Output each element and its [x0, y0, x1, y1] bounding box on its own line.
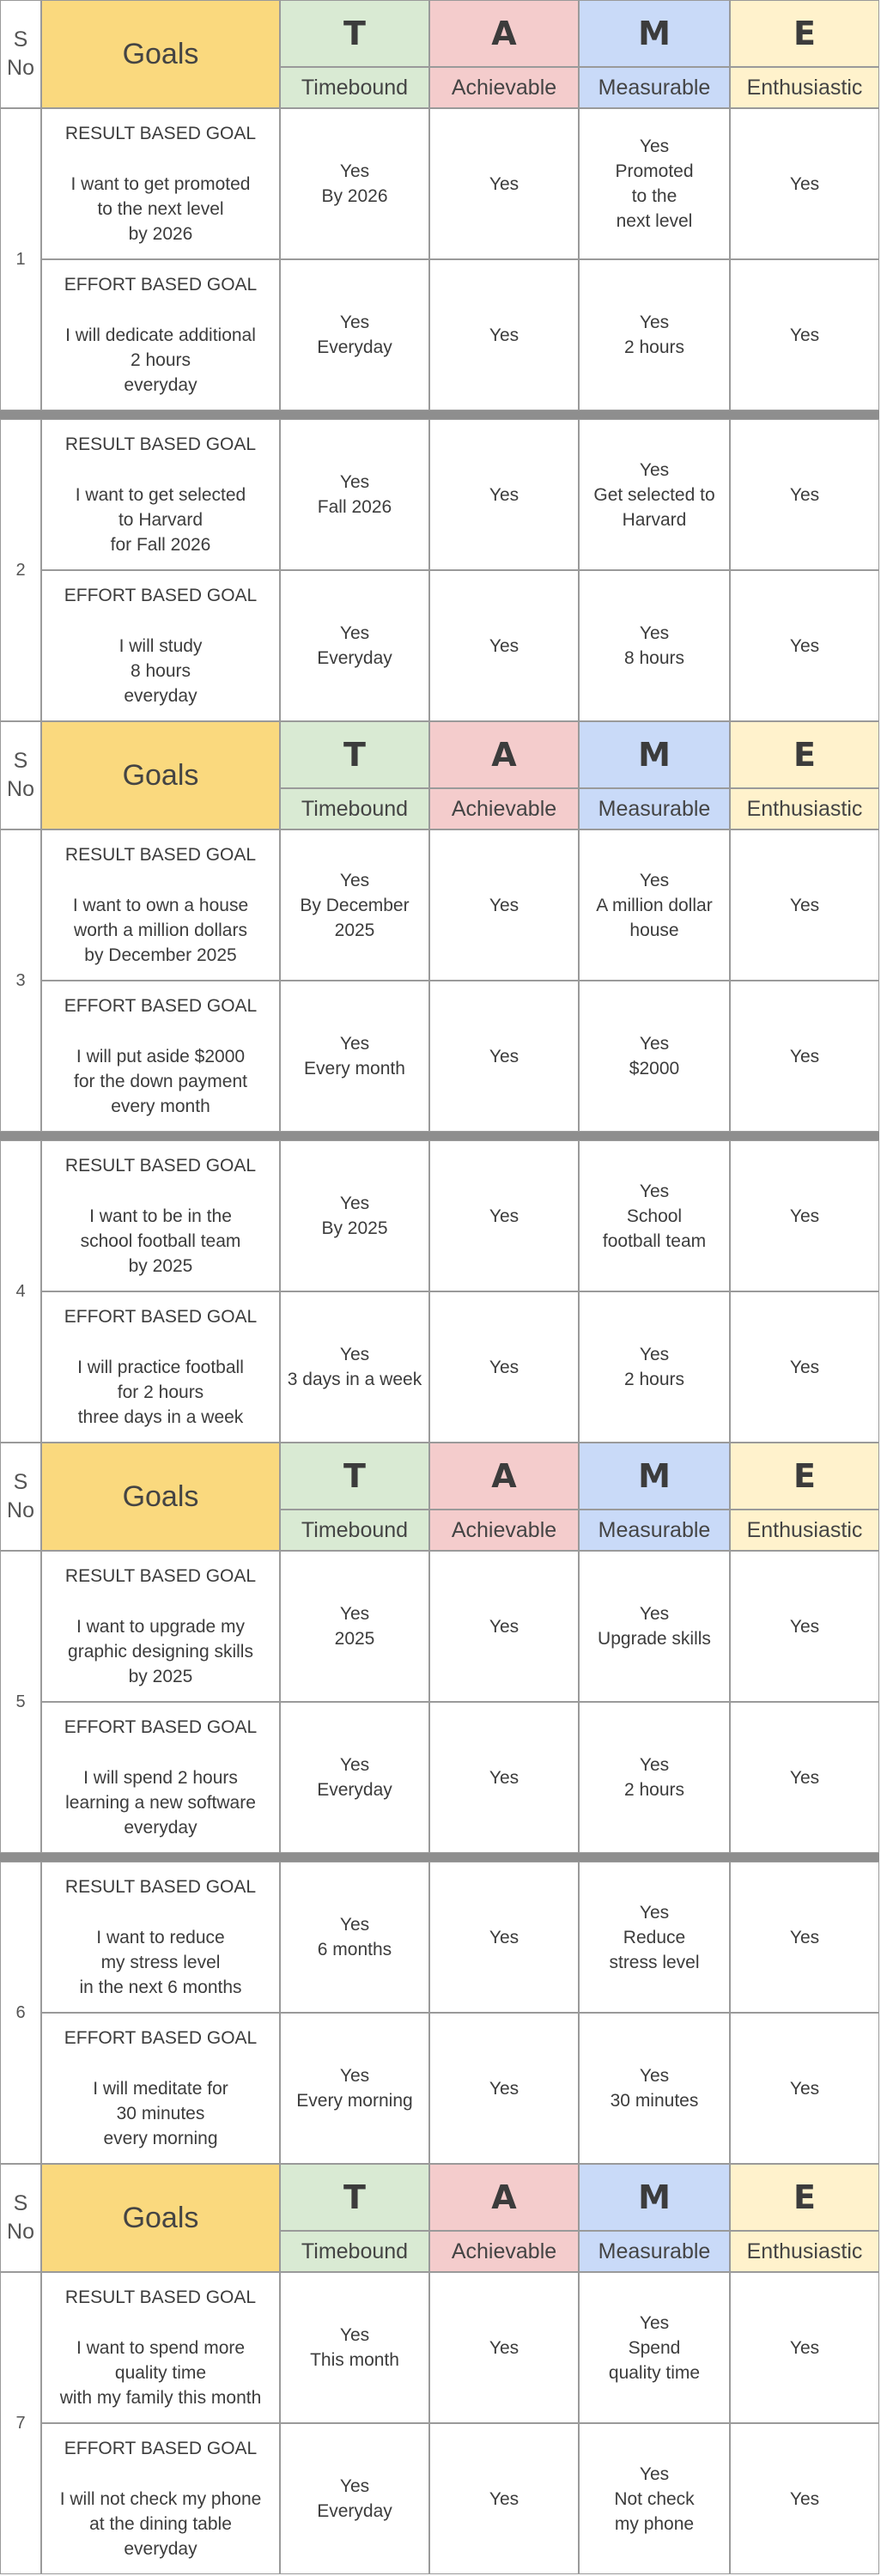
- serial-number: [0, 2272, 41, 2574]
- letter-a: A: [491, 15, 517, 52]
- header-name-e: [730, 2231, 879, 2272]
- header-letter-a: [429, 2164, 579, 2231]
- sno-header-text: S No: [7, 1470, 34, 1522]
- effort-e-text: Yes: [789, 2078, 820, 2099]
- header-letter-m: [579, 2164, 730, 2231]
- result-goal-cell: [41, 2272, 280, 2423]
- goals-header: [41, 2164, 280, 2272]
- effort-e-text: Yes: [789, 635, 820, 656]
- serial-number: [0, 419, 41, 721]
- effort-m-text: Yes 2 hours: [623, 1755, 685, 1800]
- effort-a-text: Yes: [489, 1767, 519, 1788]
- effort-goal-text: I will practice football for 2 hours three days in a week: [77, 1358, 244, 1427]
- header-name-t: [280, 2231, 429, 2272]
- header-row: [0, 0, 879, 108]
- result-t-text: Yes By 2025: [321, 1194, 388, 1238]
- column-name-e: Enthusiastic: [746, 1517, 863, 1542]
- effort-e-text: Yes: [789, 1046, 820, 1066]
- result-m-text: Yes A million dollar house: [596, 870, 713, 940]
- goals-header-text: Goals: [122, 1479, 199, 1513]
- effort-m-text: Yes Not check my phone: [614, 2464, 695, 2534]
- effort-m-value: [579, 1702, 730, 1853]
- result-a-text: Yes: [489, 1927, 519, 1947]
- result-m-text: Yes Reduce stress level: [609, 1902, 700, 1972]
- effort-goal-text: I will meditate for 30 minutes every morning: [93, 2079, 228, 2148]
- column-name-t: Timebound: [301, 796, 409, 821]
- result-goal-text: I want to get promoted to the next level by 2026: [70, 174, 251, 244]
- header-letter-a: [429, 721, 579, 788]
- header-row: [0, 1443, 879, 1551]
- result-t-text: Yes By 2026: [321, 161, 388, 206]
- letter-t: T: [343, 736, 366, 774]
- effort-m-value: [579, 2013, 730, 2164]
- header-name-a: [429, 2231, 579, 2272]
- column-name-a: Achievable: [451, 1517, 557, 1542]
- effort-goal-cell: [41, 259, 280, 410]
- column-name-m: Measurable: [598, 2239, 711, 2263]
- goal-group: [0, 1140, 879, 1443]
- effort-e-text: Yes: [789, 1357, 820, 1377]
- sno-header: [0, 721, 41, 829]
- column-name-a: Achievable: [451, 796, 557, 821]
- result-goal-cell: [41, 829, 280, 981]
- result-goal-type: RESULT BASED GOAL: [64, 1877, 257, 1897]
- column-name-e: Enthusiastic: [746, 796, 863, 821]
- effort-e-value: [730, 2013, 879, 2164]
- result-a-value: [429, 108, 579, 259]
- header-letter-t: [280, 1443, 429, 1510]
- effort-e-value: [730, 981, 879, 1132]
- result-goal-text: I want to be in the school football team by 2025: [80, 1206, 241, 1276]
- goal-group: [0, 1862, 879, 2164]
- sno-header-text: S No: [7, 27, 34, 80]
- result-e-value: [730, 108, 879, 259]
- effort-goal-cell: [41, 1291, 280, 1443]
- effort-a-text: Yes: [489, 2488, 519, 2509]
- result-goal-cell: [41, 1551, 280, 1702]
- sno-header: [0, 0, 41, 108]
- effort-m-value: [579, 981, 730, 1132]
- header-name-a: [429, 67, 579, 108]
- result-e-text: Yes: [789, 1927, 820, 1947]
- header-letter-e: [730, 2164, 879, 2231]
- effort-goal-type: EFFORT BASED GOAL: [64, 2439, 258, 2458]
- header-letter-t: [280, 721, 429, 788]
- header-row: [0, 2164, 879, 2272]
- effort-t-text: Yes 3 days in a week: [287, 1345, 422, 1389]
- result-a-value: [429, 1140, 579, 1291]
- serial-number-text: 3: [15, 970, 26, 990]
- header-name-e: [730, 788, 879, 829]
- effort-t-text: Yes Every morning: [296, 2066, 413, 2111]
- effort-goal-type: EFFORT BASED GOAL: [64, 996, 258, 1016]
- header-letter-e: [730, 721, 879, 788]
- effort-a-text: Yes: [489, 1046, 519, 1066]
- header-name-m: [579, 67, 730, 108]
- header-name-m: [579, 2231, 730, 2272]
- sno-header: [0, 2164, 41, 2272]
- effort-goal-type: EFFORT BASED GOAL: [64, 1717, 258, 1737]
- letter-m: M: [638, 15, 671, 52]
- effort-a-value: [429, 1291, 579, 1443]
- effort-m-text: Yes $2000: [629, 1034, 680, 1078]
- effort-e-value: [730, 1702, 879, 1853]
- serial-number-text: 2: [15, 560, 26, 580]
- effort-m-value: [579, 259, 730, 410]
- result-m-value: [579, 108, 730, 259]
- effort-m-value: [579, 2423, 730, 2574]
- serial-number-text: 1: [15, 249, 26, 269]
- effort-t-text: Yes Every month: [304, 1034, 405, 1078]
- effort-e-value: [730, 2423, 879, 2574]
- result-goal-type: RESULT BASED GOAL: [64, 1566, 257, 1586]
- column-name-m: Measurable: [598, 1517, 711, 1542]
- result-e-value: [730, 1140, 879, 1291]
- effort-goal-type: EFFORT BASED GOAL: [64, 586, 258, 605]
- effort-t-value: [280, 1702, 429, 1853]
- result-t-value: [280, 2272, 429, 2423]
- result-e-text: Yes: [789, 484, 820, 505]
- effort-t-text: Yes Everyday: [317, 2476, 392, 2521]
- result-goal-type: RESULT BASED GOAL: [64, 124, 257, 143]
- result-t-text: Yes Fall 2026: [317, 472, 392, 517]
- result-a-text: Yes: [489, 484, 519, 505]
- effort-a-text: Yes: [489, 1357, 519, 1377]
- effort-m-text: Yes 30 minutes: [610, 2066, 699, 2111]
- result-e-value: [730, 2272, 879, 2423]
- result-t-text: Yes This month: [310, 2325, 399, 2370]
- result-t-value: [280, 1862, 429, 2013]
- result-m-value: [579, 1140, 730, 1291]
- result-goal-type: RESULT BASED GOAL: [64, 434, 257, 454]
- effort-goal-cell: [41, 2423, 280, 2574]
- header-name-m: [579, 788, 730, 829]
- header-letter-e: [730, 0, 879, 67]
- serial-number: [0, 1551, 41, 1853]
- result-goal-text: I want to own a house worth a million dollars by December 2025: [72, 896, 249, 965]
- header-name-t: [280, 788, 429, 829]
- header-name-t: [280, 67, 429, 108]
- result-goal-text: I want to reduce my stress level in the next 6 months: [79, 1928, 242, 1997]
- sno-header-text: S No: [7, 749, 34, 801]
- result-a-text: Yes: [489, 1616, 519, 1637]
- result-goal-cell: [41, 1862, 280, 2013]
- effort-a-value: [429, 2013, 579, 2164]
- result-e-text: Yes: [789, 1616, 820, 1637]
- serial-number-text: 4: [15, 1281, 26, 1301]
- letter-t: T: [343, 2178, 366, 2216]
- goals-header: [41, 0, 280, 108]
- result-goal-text: I want to get selected to Harvard for Fall 2026: [75, 485, 246, 555]
- result-m-text: Yes Promoted to the next level: [615, 137, 694, 231]
- effort-t-text: Yes Everyday: [317, 313, 392, 357]
- effort-a-text: Yes: [489, 635, 519, 656]
- column-name-a: Achievable: [451, 2239, 557, 2263]
- effort-goal-text: I will put aside $2000 for the down payment every month: [74, 1047, 247, 1116]
- result-goal-cell: [41, 108, 280, 259]
- effort-m-value: [579, 570, 730, 721]
- effort-a-text: Yes: [489, 2078, 519, 2099]
- goal-group: [0, 108, 879, 410]
- result-e-text: Yes: [789, 173, 820, 194]
- column-name-t: Timebound: [301, 1517, 409, 1542]
- effort-a-value: [429, 570, 579, 721]
- letter-e: E: [793, 2178, 816, 2216]
- effort-t-value: [280, 259, 429, 410]
- result-a-text: Yes: [489, 173, 519, 194]
- effort-t-text: Yes Everyday: [317, 623, 392, 668]
- effort-goal-text: I will not check my phone at the dining table everyday: [59, 2489, 262, 2559]
- group-separator: [0, 1853, 879, 1862]
- result-t-text: Yes By December 2025: [300, 870, 410, 940]
- column-name-a: Achievable: [451, 75, 557, 100]
- serial-number-text: 7: [15, 2413, 26, 2433]
- header-name-m: [579, 1510, 730, 1551]
- column-name-t: Timebound: [301, 2239, 409, 2263]
- effort-t-value: [280, 2013, 429, 2164]
- effort-e-value: [730, 570, 879, 721]
- group-separator: [0, 1132, 879, 1140]
- letter-a: A: [491, 1457, 517, 1495]
- effort-e-value: [730, 1291, 879, 1443]
- result-e-text: Yes: [789, 2337, 820, 2358]
- result-a-value: [429, 419, 579, 570]
- effort-m-text: Yes 8 hours: [623, 623, 685, 668]
- header-name-a: [429, 1510, 579, 1551]
- effort-t-value: [280, 981, 429, 1132]
- sno-header: [0, 1443, 41, 1551]
- effort-goal-type: EFFORT BASED GOAL: [64, 2028, 258, 2048]
- result-a-text: Yes: [489, 2337, 519, 2358]
- goals-header-text: Goals: [122, 758, 199, 792]
- letter-e: E: [793, 15, 816, 52]
- letter-t: T: [343, 15, 366, 52]
- result-m-value: [579, 1551, 730, 1702]
- effort-m-text: Yes 2 hours: [623, 1345, 685, 1389]
- result-goal-type: RESULT BASED GOAL: [64, 1156, 257, 1176]
- effort-goal-type: EFFORT BASED GOAL: [64, 275, 258, 295]
- header-row: [0, 721, 879, 829]
- goal-group: [0, 419, 879, 721]
- result-a-value: [429, 2272, 579, 2423]
- letter-e: E: [793, 736, 816, 774]
- effort-a-value: [429, 1702, 579, 1853]
- result-t-value: [280, 419, 429, 570]
- header-letter-t: [280, 2164, 429, 2231]
- result-goal-text: I want to spend more quality time with my family this month: [59, 2338, 262, 2408]
- header-letter-e: [730, 1443, 879, 1510]
- result-e-value: [730, 1862, 879, 2013]
- effort-a-text: Yes: [489, 325, 519, 345]
- letter-m: M: [638, 1457, 671, 1495]
- result-t-text: Yes 2025: [334, 1604, 375, 1649]
- result-goal-cell: [41, 419, 280, 570]
- letter-e: E: [793, 1457, 816, 1495]
- effort-e-text: Yes: [789, 325, 820, 345]
- effort-goal-cell: [41, 1702, 280, 1853]
- goal-group: [0, 2272, 879, 2574]
- result-goal-text: I want to upgrade my graphic designing skills by 2025: [68, 1617, 253, 1686]
- effort-goal-cell: [41, 981, 280, 1132]
- column-name-m: Measurable: [598, 75, 711, 100]
- result-a-text: Yes: [489, 895, 519, 915]
- effort-t-text: Yes Everyday: [317, 1755, 392, 1800]
- header-name-e: [730, 67, 879, 108]
- group-separator: [0, 410, 879, 419]
- goals-header: [41, 721, 280, 829]
- effort-goal-cell: [41, 2013, 280, 2164]
- serial-number: [0, 1862, 41, 2164]
- letter-m: M: [638, 736, 671, 774]
- effort-t-value: [280, 1291, 429, 1443]
- result-m-value: [579, 829, 730, 981]
- result-e-text: Yes: [789, 1206, 820, 1226]
- effort-t-value: [280, 2423, 429, 2574]
- serial-number-text: 5: [15, 1692, 26, 1711]
- effort-m-text: Yes 2 hours: [623, 313, 685, 357]
- letter-a: A: [491, 736, 517, 774]
- effort-goal-cell: [41, 570, 280, 721]
- result-t-value: [280, 829, 429, 981]
- result-m-text: Yes School football team: [602, 1181, 707, 1251]
- header-letter-m: [579, 1443, 730, 1510]
- effort-goal-type: EFFORT BASED GOAL: [64, 1307, 258, 1327]
- result-e-value: [730, 1551, 879, 1702]
- effort-goal-text: I will dedicate additional 2 hours everyday: [65, 325, 256, 395]
- result-goal-cell: [41, 1140, 280, 1291]
- result-goal-type: RESULT BASED GOAL: [64, 2287, 257, 2307]
- effort-a-value: [429, 259, 579, 410]
- result-a-value: [429, 829, 579, 981]
- serial-number: [0, 1140, 41, 1443]
- result-m-text: Yes Spend quality time: [608, 2312, 701, 2383]
- serial-number: [0, 829, 41, 1132]
- result-t-value: [280, 1551, 429, 1702]
- header-name-e: [730, 1510, 879, 1551]
- column-name-e: Enthusiastic: [746, 75, 863, 100]
- letter-t: T: [343, 1457, 366, 1495]
- result-m-text: Yes Get selected to Harvard: [593, 459, 715, 530]
- result-a-value: [429, 1551, 579, 1702]
- result-m-value: [579, 1862, 730, 2013]
- result-goal-type: RESULT BASED GOAL: [64, 845, 257, 865]
- result-a-value: [429, 1862, 579, 2013]
- result-m-value: [579, 419, 730, 570]
- goals-header: [41, 1443, 280, 1551]
- result-a-text: Yes: [489, 1206, 519, 1226]
- effort-t-value: [280, 570, 429, 721]
- letter-m: M: [638, 2178, 671, 2216]
- result-e-text: Yes: [789, 895, 820, 915]
- effort-a-value: [429, 981, 579, 1132]
- result-m-value: [579, 2272, 730, 2423]
- header-letter-m: [579, 721, 730, 788]
- header-letter-m: [579, 0, 730, 67]
- result-e-value: [730, 419, 879, 570]
- header-name-t: [280, 1510, 429, 1551]
- effort-goal-text: I will spend 2 hours learning a new software everyday: [65, 1768, 256, 1838]
- result-e-value: [730, 829, 879, 981]
- effort-a-value: [429, 2423, 579, 2574]
- column-name-t: Timebound: [301, 75, 409, 100]
- letter-a: A: [491, 2178, 517, 2216]
- effort-e-text: Yes: [789, 1767, 820, 1788]
- header-letter-t: [280, 0, 429, 67]
- serial-number-text: 6: [15, 2002, 26, 2022]
- result-m-text: Yes Upgrade skills: [598, 1604, 711, 1649]
- effort-e-text: Yes: [789, 2488, 820, 2509]
- column-name-m: Measurable: [598, 796, 711, 821]
- effort-m-value: [579, 1291, 730, 1443]
- header-name-a: [429, 788, 579, 829]
- goal-group: [0, 1551, 879, 1853]
- column-name-e: Enthusiastic: [746, 2239, 863, 2263]
- header-letter-a: [429, 0, 579, 67]
- result-t-text: Yes 6 months: [317, 1915, 392, 1959]
- effort-goal-text: I will study 8 hours everyday: [118, 636, 203, 706]
- goals-header-text: Goals: [122, 2201, 199, 2234]
- goal-group: [0, 829, 879, 1132]
- result-t-value: [280, 108, 429, 259]
- goals-header-text: Goals: [122, 37, 199, 70]
- serial-number: [0, 108, 41, 410]
- effort-e-value: [730, 259, 879, 410]
- result-t-value: [280, 1140, 429, 1291]
- sno-header-text: S No: [7, 2191, 34, 2244]
- header-letter-a: [429, 1443, 579, 1510]
